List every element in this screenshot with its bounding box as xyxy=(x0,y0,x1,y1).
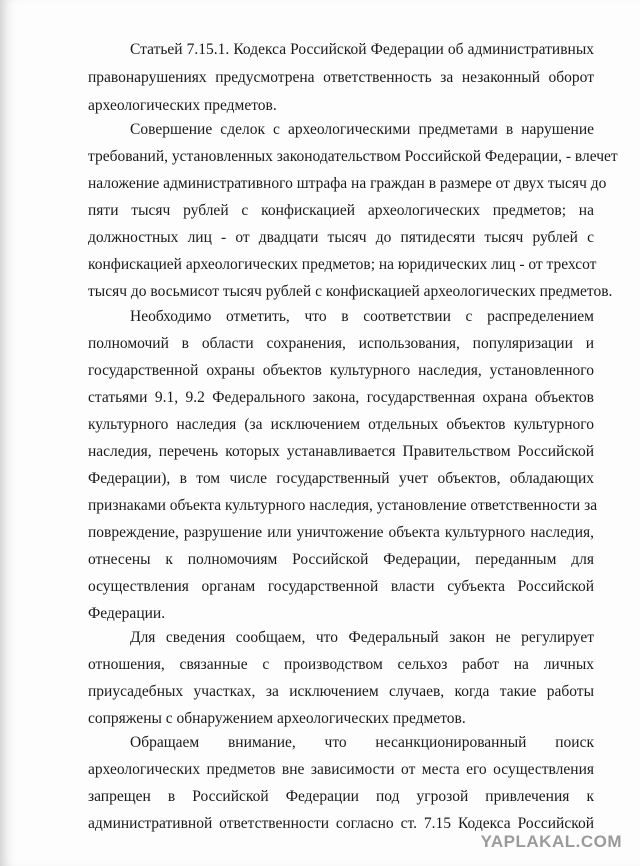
text-line: статьями 9.1, 9.2 Федерального закона, государственная охрана объектов xyxy=(88,389,594,406)
text-line: археологических предметов. xyxy=(88,97,277,114)
text-line: Необходимо отметить, что в соответствии с распределением xyxy=(130,308,594,325)
text-line: полномочий в области сохранения, использования, популяризации и xyxy=(88,335,594,352)
text-line: наследия, перечень которых устанавливается Правительством Российской xyxy=(88,443,594,460)
text-line: административной ответственности согласно ст. 7.15 Кодекса Российской xyxy=(88,815,594,832)
text-line: наложение административного штрафа на граждан в размере от двух тысяч до xyxy=(88,175,607,192)
text-line: тысяч до восьмисот тысяч рублей с конфискацией археологических предметов. xyxy=(88,283,613,300)
site-watermark: YAPLAKAL.COM xyxy=(480,832,622,851)
text-line: Обращаем внимание, что несанкционированный поиск xyxy=(130,734,594,751)
text-line: требований, установленных законодательством Российской Федерации, - влечет xyxy=(88,148,618,165)
text-line: отношения, связанные с производством сельхоз работ на личных xyxy=(88,656,594,673)
text-line: осуществления органам государственной власти субъекта Российской xyxy=(88,578,594,595)
text-line: культурного наследия (за исключением отдельных объектов культурного xyxy=(88,416,594,433)
text-line: правонарушениях предусмотрена ответственность за незаконный оборот xyxy=(88,69,594,86)
text-line: Статьей 7.15.1. Кодекса Российской Федерации об административных xyxy=(130,41,594,58)
text-line: сопряжены с обнаружением археологических предметов. xyxy=(88,710,466,727)
text-line: повреждение, разрушение или уничтожение объекта культурного наследия, xyxy=(88,524,594,541)
text-line: Федерации), в том числе государственный учет объектов, обладающих xyxy=(88,470,594,487)
text-line: приусадебных участках, за исключением случаев, когда такие работы xyxy=(88,683,594,700)
text-line: отнесены к полномочиям Российской Федерации, переданным для xyxy=(88,551,594,568)
text-line: археологических предметов вне зависимости от места его осуществления xyxy=(88,761,594,778)
text-line: признаками объекта культурного наследия, установление ответственности за xyxy=(88,497,598,514)
text-line: должностных лиц - от двадцати тысяч до пятидесяти тысяч рублей с xyxy=(88,229,594,246)
text-line: пяти тысяч рублей с конфискацией археологических предметов; на xyxy=(88,202,594,219)
text-line: Совершение сделок с археологическими предметами в нарушение xyxy=(130,121,594,138)
text-line: Для сведения сообщаем, что Федеральный закон не регулирует xyxy=(130,629,594,646)
text-line: запрещен в Российской Федерации под угрозой привлечения к xyxy=(88,788,594,805)
text-line: государственной охраны объектов культурного наследия, установленного xyxy=(88,362,594,379)
text-line: конфискацией археологических предметов; на юридических лиц - от трехсот xyxy=(88,256,597,273)
text-line: Федерации. xyxy=(88,605,166,622)
